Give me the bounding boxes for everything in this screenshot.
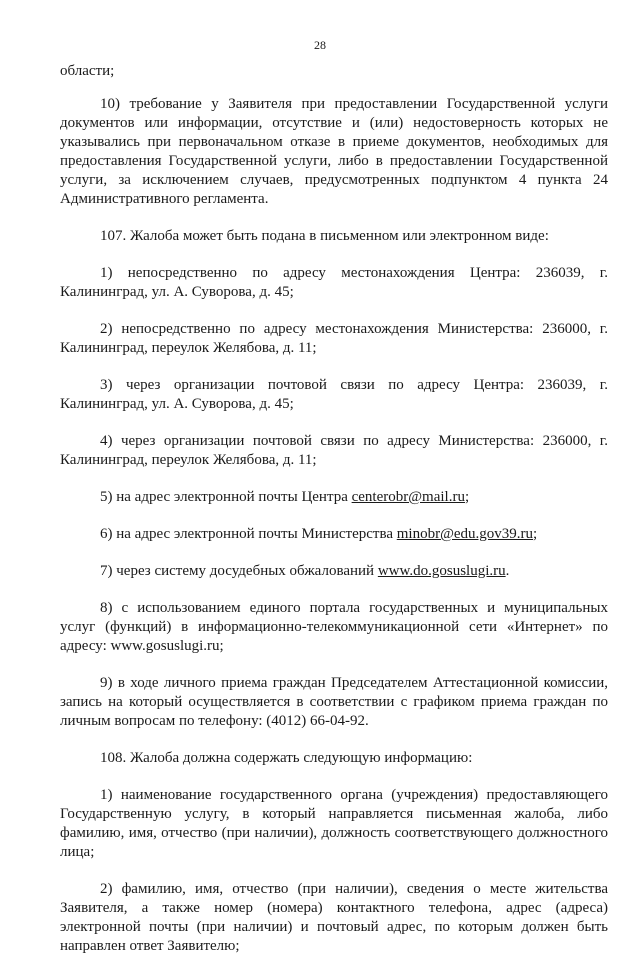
- email-label: 6) на адрес электронной почты Министерства: [100, 526, 397, 542]
- paragraph-108-item-2: 2) фамилию, имя, отчество (при наличии), сведения о месте жительства Заявителя, а также номер (номера) контактного телефона, адрес (адреса) электронной почты (при наличии) и почтовый адрес, по которым должен быть направлен ответ Заявителю;: [60, 881, 608, 954]
- email-label: 5) на адрес электронной почты Центра: [100, 489, 352, 505]
- center-email-link[interactable]: centerobr@mail.ru: [351, 489, 465, 505]
- document-body: [60, 62, 608, 956]
- paragraph-108-item-1: 1) наименование государственного органа (учреждения) предоставляющего Государственную услугу, в который направляется письменная жалоба, либо фамилию, имя, отчество (при наличии), должность соответствующего должностного лица;: [60, 787, 608, 860]
- ministry-email-link[interactable]: minobr@edu.gov39.ru: [396, 526, 534, 542]
- paragraph-item-1-center-address: 1) непосредственно по адресу местонахождения Центра: 236039, г. Калининград, ул. А. Суворова, д. 45;: [60, 265, 608, 300]
- paragraph-item-6-ministry-email: [60, 525, 608, 544]
- punct: ;: [533, 526, 538, 542]
- punct: ;: [464, 489, 470, 505]
- system-label: 7) через систему досудебных обжалований: [100, 563, 378, 579]
- paragraph-clause-107: 107. Жалоба может быть подана в письменном или электронном виде:: [100, 228, 549, 244]
- paragraph-item-10: 10) требование у Заявителя при предоставлении Государственной услуги документов или информации, отсутствие и (или) недостоверность которых не указывались при первоначальном отказе в приеме документов, необходимых для предоставления Государственной услуги, либо в предоставлении Государственной услуги, за исключением случаев, предусмотренных подпунктом 4 пункта 24 Административного регламента.: [60, 96, 608, 207]
- paragraph-item-9-personal-reception: 9) в ходе личного приема граждан Председателем Аттестационной комиссии, запись на который осуществляется в соответствии с графиком приема граждан по личным вопросам по телефону: (4012) 66-04-92.: [60, 675, 608, 729]
- page-number: 28: [314, 38, 326, 52]
- paragraph-item-4-ministry-post: 4) через организации почтовой связи по адресу Министерства: 236000, г. Калининград, переулок Желябова, д. 11;: [60, 433, 608, 468]
- paragraph-item-8-portal: 8) с использованием единого портала государственных и муниципальных услуг (функций) в информационно-телекоммуникационной сети «Интернет» по адресу: www.gosuslugi.ru;: [60, 600, 608, 654]
- paragraph-item-3-center-post: 3) через организации почтовой связи по адресу Центра: 236039, г. Калининград, ул. А. Суворова, д. 45;: [60, 377, 608, 412]
- paragraph-item-2-ministry-address: 2) непосредственно по адресу местонахождения Министерства: 236000, г. Калининград, переулок Желябова, д. 11;: [60, 321, 608, 356]
- paragraph-clause-108: 108. Жалоба должна содержать следующую информацию:: [100, 750, 473, 766]
- punct: .: [505, 563, 510, 579]
- paragraph-continuation: области;: [60, 63, 115, 79]
- pretrial-system-link[interactable]: www.do.gosuslugi.ru: [377, 563, 506, 579]
- paragraph-item-7-pretrial-system: [60, 562, 608, 581]
- paragraph-item-5-center-email: [60, 488, 608, 507]
